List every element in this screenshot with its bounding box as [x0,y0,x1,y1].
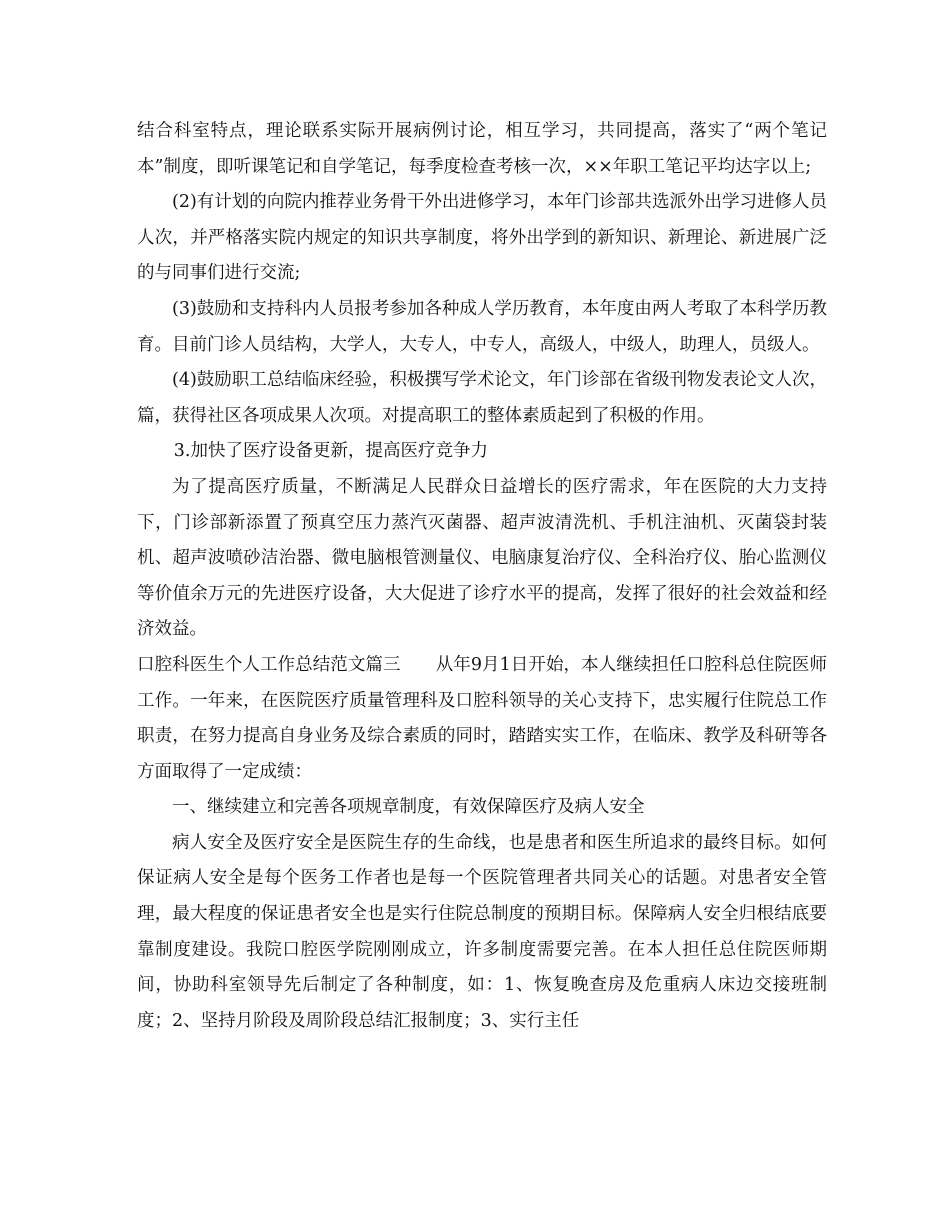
paragraph-continuation: 结合科室特点，理论联系实际开展病例讨论，相互学习，共同提高，落实了“两个笔记本”制度，即听课笔记和自学笔记，每季度检查考核一次，××年职工笔记平均达字以上; [137,121,827,177]
paragraph-patient-safety: 病人安全及医疗安全是医院生存的生命线，也是患者和医生所追求的最终目标。如何保证病人安全是每个医务工作者也是每一个医院管理者共同关心的话题。对患者安全管理，最大程度的保证患者安全也是实行住院总制度的预期目标。保障病人安全归根结底要靠制度建设。我院口腔医学院刚刚成立，许多制度需要完善。在本人担任总住院医师期间，协助科室领导先后制定了各种制度，如：1、恢复晚查房及危重病人床边交接班制度；2、坚持月阶段及周阶段总结汇报制度；3、实行主任 [137,832,827,1031]
document-body [137,114,827,1039]
paragraph-equipment: 为了提高医疗质量，不断满足人民群众日益增长的医疗需求，年在医院的大力支持下，门诊部新添置了预真空压力蒸汽灭菌器、超声波清洗机、手机注油机、灭菌袋封装机、超声波喷砂洁治器、微电脑根管测量仪、电脑康复治疗仪、全科治疗仪、胎心监测仪等价值余万元的先进医疗设备，大大促进了诊疗水平的提高，发挥了很好的社会效益和经济效益。 [137,476,827,640]
paragraph-article-three-intro: 口腔科医生个人工作总结范文篇三 从年9月1日开始，本人继续担任口腔科总住院医师工作。一年来，在医院医疗质量管理科及口腔科领导的关心支持下，忠实履行住院总工作职责，在努力提高自身业务及综合素质的同时，踏踏实实工作，在临床、教学及科研等各方面取得了一定成绩： [137,654,827,782]
section-heading-rules: 一、继续建立和完善各项规章制度，有效保障医疗及病人安全 [172,797,645,818]
paragraph-item-2: (2)有计划的向院内推荐业务骨干外出进修学习，本年门诊部共选派外出学习进修人员人次，并严格落实院内规定的知识共享制度，将外出学到的新知识、新理论、新进展广泛的与同事们进行交流; [137,192,827,284]
paragraph-item-4: (4)鼓励职工总结临床经验，积极撰写学术论文，年门诊部在省级刊物发表论文人次，篇，获得社区各项成果人次项。对提高职工的整体素质起到了积极的作用。 [137,370,827,426]
section-heading-equipment: 3.加快了医疗设备更新，提高医疗竞争力 [173,441,488,462]
paragraph-item-3: (3)鼓励和支持科内人员报考参加各种成人学历教育，本年度由两人考取了本科学历教育。目前门诊人员结构，大学人，大专人，中专人，高级人，中级人，助理人，员级人。 [137,298,827,355]
